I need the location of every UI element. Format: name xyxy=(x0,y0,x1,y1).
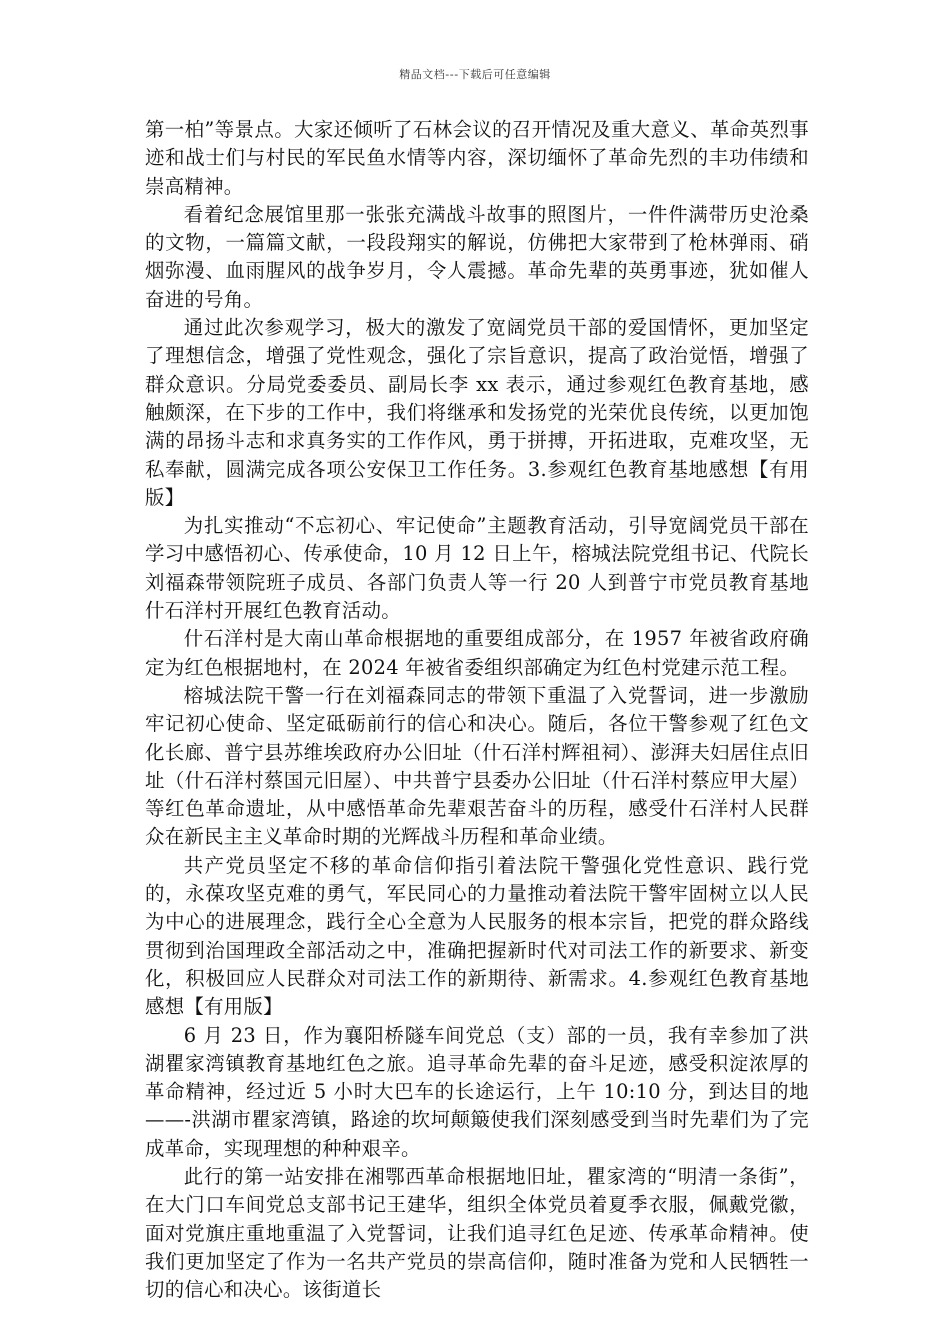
paragraph-2: 看着纪念展馆里那一张张充满战斗故事的照图片，一件件满带历史沧桑的文物，一篇篇文献，一段段翔实的解说，仿佛把大家带到了枪林弹雨、硝烟弥漫、血雨腥风的战争岁月，令人震撼。革命先辈的英勇事迹，犹如催人奋进的号角。 xyxy=(145,202,809,311)
paragraph-6: 榕城法院干警一行在刘福森同志的带领下重温了入党誓词，进一步激励牢记初心使命、坚定砥砺前行的信心和决心。随后，各位干警参观了红色文化长廊、普宁县苏维埃政府办公旧址（什石洋村辉祖祠）、澎湃夫妇居住点旧址（什石洋村蔡国元旧屋）、中共普宁县委办公旧址（什石洋村蔡应甲大屋）等红色革命遗址，从中感悟革命先辈艰苦奋斗的历程，感受什石洋村人民群众在新民主主义革命时期的光辉战斗历程和革命业绩。 xyxy=(145,683,809,849)
paragraph-5: 什石洋村是大南山革命根据地的重要组成部分，在 1957 年被省政府确定为红色根据地村，在 2024 年被省委组织部确定为红色村党建示范工程。 xyxy=(145,627,809,679)
paragraph-4: 为扎实推动“不忘初心、牢记使命”主题教育活动，引导宽阔党员干部在学习中感悟初心、传承使命，10 月 12 日上午，榕城法院党组书记、代院长刘福森带领院班子成员、各部门负责人等一行 20 人到普宁市党员教育基地什石洋村开展红色教育活动。 xyxy=(145,514,809,623)
paragraph-9: 此行的第一站安排在湘鄂西革命根据地旧址，瞿家湾的“明清一条街”，在大门口车间党总支部书记王建华，组织全体党员着夏季衣服，佩戴党徽，面对党旗庄重地重温了入党誓词，让我们追寻红色足迹、传承革命精神。使我们更加坚定了作为一名共产党员的崇高信仰，随时准备为党和人民牺牲一切的信心和决心。该街道长 xyxy=(145,1164,809,1302)
page-header: 精品文档---下载后可任意编辑 xyxy=(399,68,551,81)
paragraph-7: 共产党员坚定不移的革命信仰指引着法院干警强化党性意识、践行党的，永葆攻坚克难的勇气，军民同心的力量推动着法院干警牢固树立以人民为中心的进展理念，践行全心全意为人民服务的根本宗旨，把党的群众路线贯彻到治国理政全部活动之中，准确把握新时代对司法工作的新要求、新变化，积极回应人民群众对司法工作的新期待、新需求。4.参观红色教育基地感想【有用版】 xyxy=(145,853,809,1019)
paragraph-3: 通过此次参观学习，极大的激发了宽阔党员干部的爱国情怀，更加坚定了理想信念，增强了党性观念，强化了宗旨意识，提高了政治觉悟，增强了群众意识。分局党委委员、副局长李 xx 表示，通过参观红色教育基地，感触颇深，在下步的工作中，我们将继承和发扬党的光荣优良传统，以更加饱满的昂扬斗志和求真务实的工作作风，勇于拼搏，开拓进取，克难攻坚，无私奉献，圆满完成各项公安保卫工作任务。3.参观红色教育基地感想【有用版】 xyxy=(145,316,809,509)
document-body xyxy=(145,116,809,1304)
paragraph-8: 6 月 23 日，作为襄阳桥隧车间党总（支）部的一员，我有幸参加了洪湖瞿家湾镇教育基地红色之旅。追寻革命先辈的奋斗足迹，感受积淀浓厚的革命精神，经过近 5 小时大巴车的长途运行，上午 10:10 分，到达目的地——-洪湖市瞿家湾镇，路途的坎坷颠簸使我们深刻感受到当时先辈们为了完成革命，实现理想的种种艰辛。 xyxy=(145,1023,809,1160)
paragraph-1: 第一柏”等景点。大家还倾听了石林会议的召开情况及重大意义、革命英烈事迹和战士们与村民的军民鱼水情等内容，深切缅怀了革命先烈的丰功伟绩和崇高精神。 xyxy=(145,118,809,198)
